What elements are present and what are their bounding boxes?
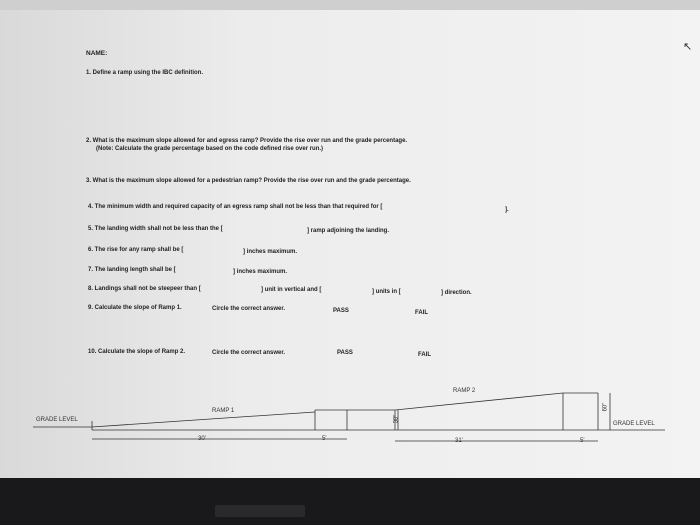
ramp-1-label: RAMP 1 [212, 408, 235, 414]
question-6-b: ] inches maximum. [243, 249, 298, 255]
dim-label-60in: 60" [602, 402, 609, 412]
grade-level-left-label: GRADE LEVEL [36, 417, 78, 423]
question-8-d: ] direction. [441, 290, 472, 296]
ramp-2-label: RAMP 2 [453, 388, 476, 394]
question-4-close: ]. [505, 207, 509, 213]
question-7-b: ] inches maximum. [233, 269, 288, 275]
dim-label-30ft: 30' [198, 436, 206, 442]
question-6-a: 6. The rise for any ramp shall be [ [88, 247, 184, 253]
question-8-a: 8. Landings shall not be steepeer than [ [88, 286, 201, 292]
question-9: 9. Calculate the slope of Ramp 1. [88, 305, 182, 311]
question-5-b: ] ramp adjoining the landing. [307, 228, 389, 234]
question-5-a: 5. The landing width shall not be less than the [ [88, 226, 223, 232]
question-10-fail: FAIL [418, 352, 431, 358]
question-9-fail: FAIL [415, 310, 428, 316]
question-10-pass: PASS [337, 350, 353, 356]
question-9-instruction: Circle the correct answer. [212, 306, 286, 312]
question-10: 10. Calculate the slope of Ramp 2. [88, 349, 186, 355]
dim-label-30in: 30" [393, 414, 400, 424]
question-2-note: (Note: Calculate the grade percentage based on the code defined rise over run.) [96, 146, 324, 152]
monitor-bezel [0, 478, 700, 525]
question-1: 1. Define a ramp using the IBC definition. [86, 70, 204, 76]
question-7-a: 7. The landing length shall be [ [88, 267, 176, 273]
question-8-b: ] unit in vertical and [ [261, 287, 322, 293]
question-4: 4. The minimum width and required capacity of an egress ramp shall not be less than that required for [ [88, 204, 383, 210]
question-9-pass: PASS [333, 308, 349, 314]
name-label: NAME: [86, 50, 108, 57]
dim-label-5ft-b: 5' [580, 438, 585, 444]
question-10-instruction: Circle the correct answer. [212, 350, 286, 356]
mouse-cursor-icon: ↖ [683, 41, 693, 53]
question-8-c: ] units in [ [372, 289, 401, 295]
ramp-2-slope [395, 393, 563, 410]
dim-label-5ft-a: 5' [322, 436, 327, 442]
dim-label-31ft: 31' [455, 438, 463, 444]
grade-level-right-label: GRADE LEVEL [613, 421, 655, 427]
bezel-logo [215, 505, 305, 517]
question-3: 3. What is the maximum slope allowed for a pedestrian ramp? Provide the rise over run and the grade percentage. [86, 178, 411, 184]
ramp-1-slope [92, 412, 315, 427]
question-2: 2. What is the maximum slope allowed for and egress ramp? Provide the rise over run and the grade percentage. [86, 138, 408, 144]
